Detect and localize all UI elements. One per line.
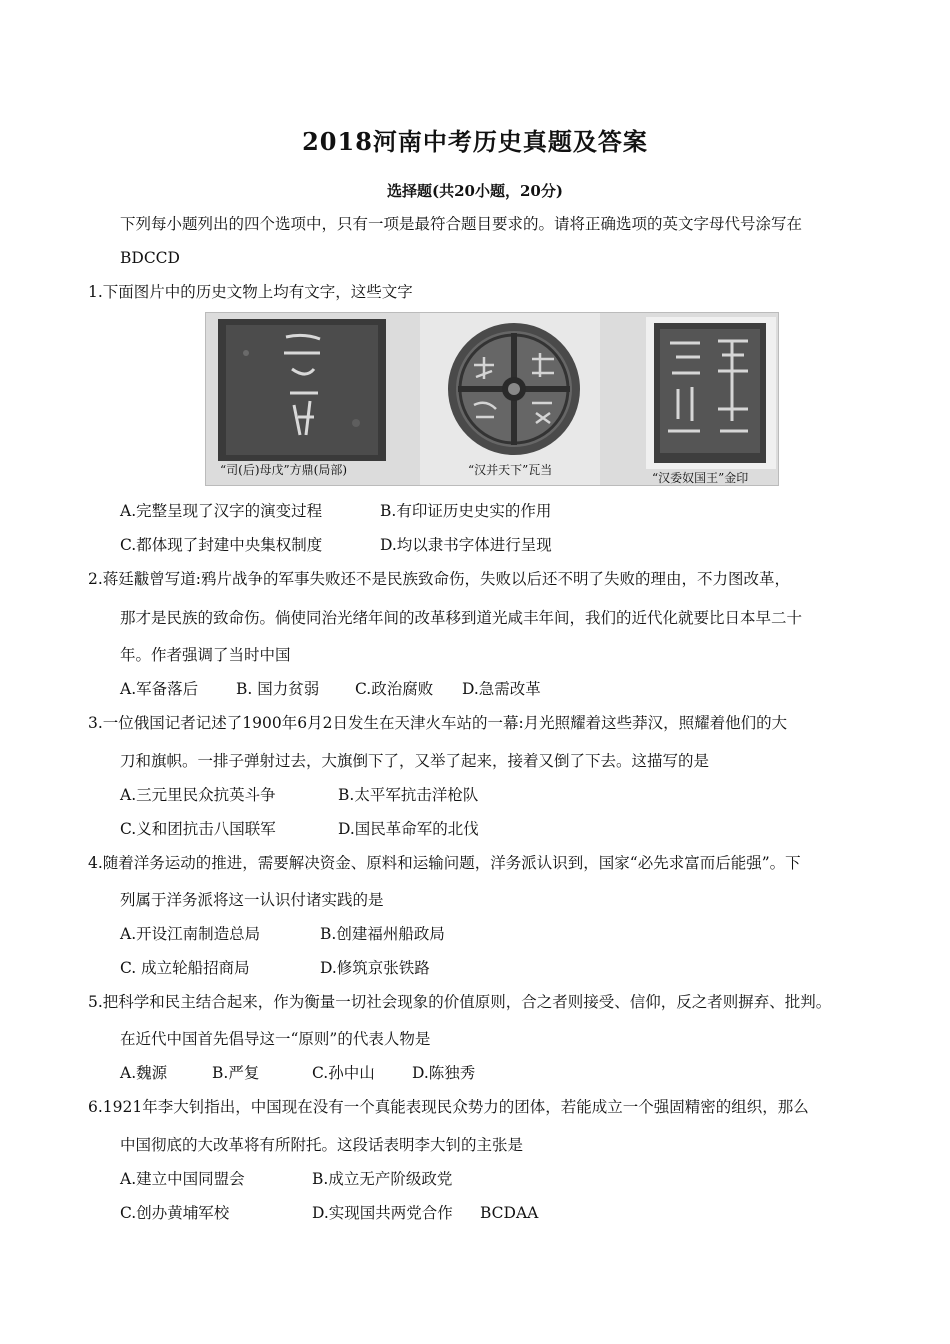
q6-line-2: 中国彻底的大改革将有所附托。这段话表明李大钊的主张是: [120, 1136, 524, 1154]
q2-line-3: 年。作者强调了当时中国: [120, 646, 291, 664]
q6-line-1: 6.1921年李大钊指出，中国现在没有一个真能表现民众势力的团体，若能成立一个强固精密的组织，那么: [88, 1098, 809, 1116]
q2-option-a[interactable]: A.军备落后: [120, 680, 199, 698]
page-title: 2018河南中考历史真题及答案: [302, 127, 648, 156]
q3-option-c[interactable]: C.义和团抗击八国联军: [120, 820, 276, 838]
q5-option-d[interactable]: D.陈独秀: [412, 1064, 476, 1082]
q4-line-2: 列属于洋务派将这一认识付诸实践的是: [120, 891, 384, 909]
q5-option-c[interactable]: C.孙中山: [312, 1064, 375, 1082]
q5-option-b[interactable]: B.严复: [212, 1064, 260, 1082]
q4-option-b[interactable]: B.创建福州船政局: [320, 925, 445, 943]
q4-option-c[interactable]: C. 成立轮船招商局: [120, 959, 250, 977]
q5-option-a[interactable]: A.魏源: [120, 1064, 168, 1082]
q3-option-a[interactable]: A.三元里民众抗英斗争: [120, 786, 276, 804]
q3-option-b[interactable]: B.太平军抗击洋枪队: [338, 786, 479, 804]
caption-wadang: “汉并天下”瓦当: [468, 463, 553, 477]
q1-option-d[interactable]: D.均以隶书字体进行呈现: [380, 536, 552, 554]
q6-option-c[interactable]: C.创办黄埔军校: [120, 1204, 230, 1222]
caption-ding: “司(后)母戊”方鼎(局部): [220, 463, 347, 477]
q6-option-a[interactable]: A.建立中国同盟会: [120, 1170, 245, 1188]
answer-key-6-10: BCDAA: [480, 1204, 539, 1222]
q3-line-2: 刀和旗帜。一排子弹射过去，大旗倒下了，又举了起来，接着又倒了下去。这描写的是: [120, 752, 710, 770]
q4-line-1: 4.随着洋务运动的推进，需要解决资金、原料和运输问题，洋务派认识到，国家“必先求富而后能强”。下: [88, 854, 801, 872]
q1-option-c[interactable]: C.都体现了封建中央集权制度: [120, 536, 323, 554]
instruction-text: 下列每小题列出的四个选项中，只有一项是最符合题目要求的。请将正确选项的英文字母代号涂写在: [120, 215, 803, 233]
q5-line-1: 5.把科学和民主结合起来，作为衡量一切社会现象的价值原则，合之者则接受、信仰，反之者则摒弃、批判。: [88, 993, 832, 1011]
q1-stem: 1.下面图片中的历史文物上均有文字，这些文字: [88, 283, 413, 301]
q1-option-a[interactable]: A.完整呈现了汉字的演变过程: [120, 502, 323, 520]
q3-line-1: 3.一位俄国记者记述了1900年6月2日发生在天津火车站的一幕:月光照耀着这些莽汉，照耀着他们的大: [88, 714, 788, 732]
ding-image: [218, 319, 386, 461]
q2-option-b[interactable]: B. 国力贫弱: [236, 680, 320, 698]
q6-option-b[interactable]: B.成立无产阶级政党: [312, 1170, 453, 1188]
q2-option-c[interactable]: C.政治腐败: [355, 680, 434, 698]
answer-key-1-5: BDCCD: [120, 249, 180, 267]
artifact-figure: [205, 312, 779, 486]
section-heading: 选择题(共20小题，20分): [387, 182, 563, 200]
q5-line-2: 在近代中国首先倡导这一“原则”的代表人物是: [120, 1030, 431, 1048]
q1-option-b[interactable]: B.有印证历史史实的作用: [380, 502, 552, 520]
q6-option-d[interactable]: D.实现国共两党合作: [312, 1204, 453, 1222]
q2-line-1: 2.蒋廷黻曾写道:鸦片战争的军事失败还不是民族致命伤，失败以后还不明了失败的理由，不力图改革，: [88, 570, 791, 588]
caption-gold-seal: “汉委奴国王”金印: [652, 471, 749, 485]
gold-seal-image: [646, 317, 776, 469]
q4-option-a[interactable]: A.开设江南制造总局: [120, 925, 261, 943]
q3-option-d[interactable]: D.国民革命军的北伐: [338, 820, 479, 838]
q2-line-2: 那才是民族的致命伤。倘使同治光绪年间的改革移到道光咸丰年间，我们的近代化就要比日本早二十: [120, 609, 803, 627]
q2-option-d[interactable]: D.急需改革: [462, 680, 541, 698]
q4-option-d[interactable]: D.修筑京张铁路: [320, 959, 430, 977]
